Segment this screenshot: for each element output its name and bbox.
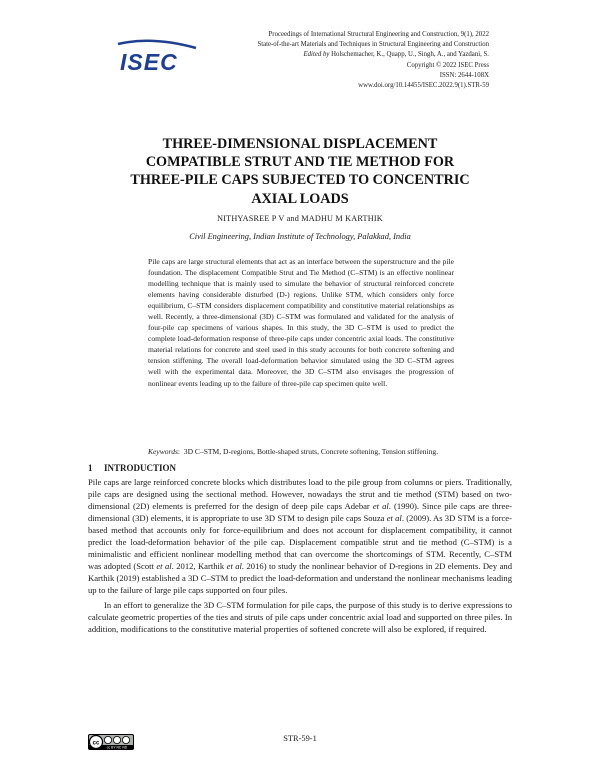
cc-icon-text: cc: [92, 740, 100, 747]
citation-etal: et al: [156, 560, 172, 571]
issn: ISSN: 2644-108X: [439, 71, 489, 79]
keywords-label: Keywords: [148, 447, 178, 456]
section-heading: [88, 463, 176, 473]
copyright: Copyright © 2022 ISEC Press: [406, 61, 489, 69]
series-title: State-of-the-art Materials and Techniques in Structural Engineering and Construction: [257, 41, 489, 49]
keywords: Keywords: 3D C–STM, D-regions, Bottle-shaped struts, Concrete softening, Tension stiffening.: [148, 447, 439, 456]
paragraph-text: . (2009). As 3D STM is a force-based method that accounts only for force-equilibrium and does not account for displacement compatibility, it cannot predict the load-deformation behavior of the pile cap. Displacement compatible strut and tie method (C–STM) is a minimalistic and efficient nonlinear modelling method that can overcome the shortcomings of STM. Recently, C–STM was adopted (Scott: [88, 512, 512, 571]
paper-title: [100, 135, 500, 208]
paragraph-text: Pile caps are large reinforced concrete blocks which distributes load to the pile group from columns or piers. Traditionally, pile caps are designed using the sectional method. However, nowadays the strut and tie method (STM) based on two-dimensional (2D) elements is preferred for the design of deep pile caps Adebar: [88, 477, 512, 511]
edited-by-label: Edited by: [303, 51, 330, 59]
page-number: STR-59-1: [283, 734, 317, 743]
citation-etal: et al: [386, 512, 402, 523]
editors: Holschemacher, K., Quapp, U., Singh, A., and Yazdani, S.: [331, 51, 489, 59]
paragraph-text: . 2012, Karthik: [171, 560, 227, 571]
title-line: AXIAL LOADS: [251, 190, 349, 207]
logo-text: ISEC: [120, 49, 178, 75]
section-title: INTRODUCTION: [104, 463, 177, 473]
intro-paragraph-2: In an effort to generalize the 3D C–STM formulation for pile caps, the purpose of this study is to derive expressions to calculate geometric properties of the ties and struts of pile caps under concentric axial load and supported on three piles. In addition, modifications to the constitutive material properties of softened concrete will also be explored, if required.: [88, 600, 512, 634]
section-number: 1: [88, 463, 93, 473]
proceedings-line: Proceedings of International Structural Engineering and Construction, 9(1), 2022: [268, 31, 489, 38]
intro-paragraph-1: [88, 477, 512, 597]
license-text: cc BY NC ND: [106, 745, 128, 750]
title-line: COMPATIBLE STRUT AND TIE METHOD FOR: [145, 154, 455, 171]
logo-swoosh: [118, 41, 196, 48]
keywords-text: 3D C–STM, D-regions, Bottle-shaped struts, Concrete softening, Tension stiffening.: [183, 447, 439, 456]
abstract: Pile caps are large structural elements that act as an interface between the superstructure and the pile foundation. The displacement Compatible Strut and Tie Method (C–STM) is an effective nonlinear modelling technique that is mainly used to simulate the behavior of structural reinforced concrete elements having considerable disturbed (D-) regions. Unlike STM, which considers only force equilibrium, C–STM considers displacement compatibility and constitutive material relationships as well. Recently, a three-dimensional (3D) C–STM was formulated and validated for the analysis of four-pile cap specimens of various shapes. In this study, the 3D C–STM is used to predict the complete load-deformation response of three-pile caps under concentric axial loads. The constitutive material relations for concrete and steel used in this study accounts for both concrete softening and tension stiffening. The overall load-deformation behavior simulated using the 3D C–STM agrees well with the experimental data. Moreover, the 3D C–STM also envisages the progression of nonlinear events leading up to the failure of three-pile cap specimen quite well.: [148, 257, 454, 388]
paragraph-text: 2016) to study the nonlinear behavior of D-regions in 2D elements. Dey and Karthik (2019) established a 3D C–STM to predict the load-deformation and understand the nonlinear mechanisms leading up to the failure of large pile caps supported on four piles.: [88, 560, 512, 595]
proceedings-info: [189, 30, 489, 91]
paragraph-text: . (1990). Since pile caps are three-dimensional (3D) elements, it is appropriate to use 3D STM to design pile caps Souza: [88, 500, 513, 523]
authors: NITHYASREE P V and MADHU M KARTHIK: [217, 214, 383, 223]
citation-etal: et al.: [226, 560, 245, 571]
citation-etal: et al: [372, 500, 389, 511]
title-line: THREE-PILE CAPS SUBJECTED TO CONCENTRIC: [130, 172, 470, 189]
doi-link[interactable]: www.doi.org/10.14455/ISEC.2022.9(1).STR-59: [358, 82, 489, 90]
editors-line: [189, 50, 489, 60]
title-line: THREE-DIMENSIONAL DISPLACEMENT: [162, 136, 438, 152]
affiliation: Civil Engineering, Indian Institute of Technology, Palakkad, India: [189, 232, 411, 241]
